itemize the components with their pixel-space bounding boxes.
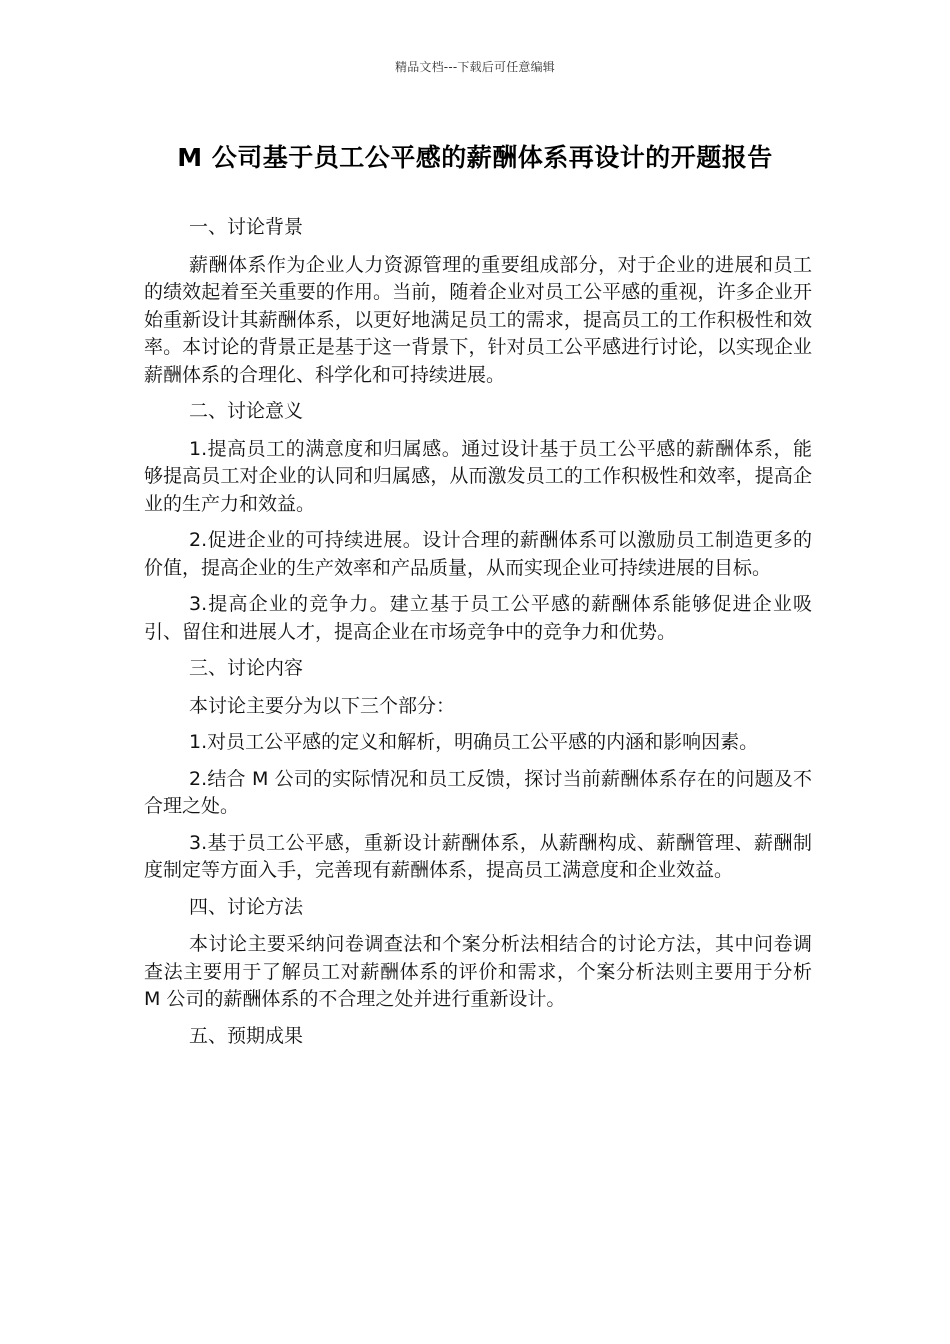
paragraph-significance-2: 2.促进企业的可持续进展。设计合理的薪酬体系可以激励员工制造更多的价值，提高企业的生产效率和产品质量，从而实现企业可持续进展的目标。 xyxy=(144,529,812,579)
paragraph-significance-1: 1.提高员工的满意度和归属感。通过设计基于员工公平感的薪酬体系，能够提高员工对企业的认同和归属感，从而激发员工的工作积极性和效率，提高企业的生产力和效益。 xyxy=(144,437,812,515)
section-heading-method: 四、讨论方法 xyxy=(189,895,304,918)
paragraph-background: 薪酬体系作为企业人力资源管理的重要组成部分，对于企业的进展和员工的绩效起着至关重要的作用。当前，随着企业对员工公平感的重视，许多企业开始重新设计其薪酬体系，以更好地满足员工的需求，提高员工的工作积极性和效率。本讨论的背景正是基于这一背景下，针对员工公平感进行讨论，以实现企业薪酬体系的合理化、科学化和可持续进展。 xyxy=(144,253,812,386)
paragraph-content-intro: 本讨论主要分为以下三个部分： xyxy=(189,694,456,717)
section-heading-significance: 二、讨论意义 xyxy=(189,400,304,422)
document-title: M 公司基于员工公平感的薪酬体系再设计的开题报告 xyxy=(177,143,773,172)
paragraph-significance-3: 3.提高企业的竞争力。建立基于员工公平感的薪酬体系能够促进企业吸引、留住和进展人才，提高企业在市场竞争中的竞争力和优势。 xyxy=(144,593,812,643)
paragraph-content-1: 1.对员工公平感的定义和解析，明确员工公平感的内涵和影响因素。 xyxy=(189,731,759,753)
document-body xyxy=(144,214,812,1060)
paragraph-content-2: 2.结合 M 公司的实际情况和员工反馈，探讨当前薪酬体系存在的问题及不合理之处。 xyxy=(144,767,812,817)
section-heading-background: 一、讨论背景 xyxy=(189,216,304,238)
header-note: 精品文档---下载后可任意编辑 xyxy=(395,60,555,74)
paragraph-method: 本讨论主要采纳问卷调查法和个案分析法相结合的讨论方法，其中问卷调查法主要用于了解员工对薪酬体系的评价和需求，个案分析法则主要用于分析 M 公司的薪酬体系的不合理之处并进行重新设计。 xyxy=(144,933,812,1010)
section-heading-expected-results: 五、预期成果 xyxy=(189,1024,304,1047)
section-heading-content: 三、讨论内容 xyxy=(189,657,304,679)
paragraph-content-3: 3.基于员工公平感，重新设计薪酬体系，从薪酬构成、薪酬管理、薪酬制度制定等方面入手，完善现有薪酬体系，提高员工满意度和企业效益。 xyxy=(144,831,812,881)
